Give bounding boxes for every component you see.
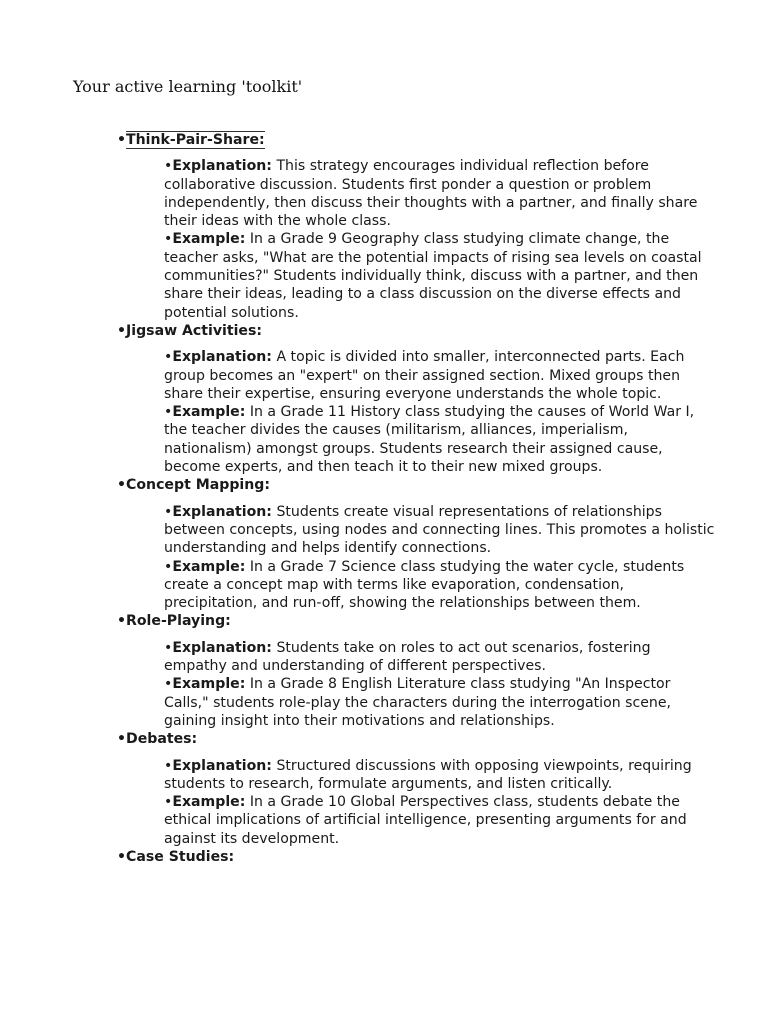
example-item xyxy=(164,230,717,321)
explanation-item xyxy=(164,639,717,676)
section-heading xyxy=(117,848,717,866)
example-text: In a Grade 7 Science class studying the water cycle, students create a concept map with terms like evaporation, condensation, precipitation, and run-off, showing the relationships between them. xyxy=(164,558,685,612)
document-body xyxy=(117,131,717,866)
bullet: • xyxy=(164,349,173,366)
example-label: Example: xyxy=(172,676,246,693)
section-concept-mapping xyxy=(117,476,717,612)
explanation-label: Explanation: xyxy=(172,349,272,366)
section-jigsaw-activities xyxy=(117,322,717,476)
explanation-item xyxy=(164,157,717,230)
example-item xyxy=(164,403,717,476)
section-items xyxy=(164,348,717,476)
example-label: Example: xyxy=(172,794,246,811)
example-text: In a Grade 9 Geography class studying climate change, the teacher asks, "What are the potential impacts of rising sea levels on coastal communities?" Students individually think, discuss with a partner, and then share their ideas, leading to a class discussion on the diverse effects and potential solutions. xyxy=(164,231,702,321)
section-heading-text: Concept Mapping: xyxy=(126,477,271,494)
section-items xyxy=(164,157,717,322)
bullet: • xyxy=(117,477,127,494)
explanation-item xyxy=(164,757,717,794)
section-heading-text: Think-Pair-Share: xyxy=(126,132,265,148)
example-text: In a Grade 11 History class studying the causes of World War I, the teacher divides the causes (militarism, alliances, imperialism, nationalism) amongst groups. Students research their assigned cause, become experts, and then teach it to their new mixed groups. xyxy=(164,404,695,476)
explanation-text: Structured discussions with opposing viewpoints, requiring students to research, formulate arguments, and listen critically. xyxy=(164,757,692,792)
bullet: • xyxy=(164,676,173,693)
section-heading-text: Case Studies: xyxy=(126,848,235,865)
explanation-item xyxy=(164,503,717,558)
section-case-studies xyxy=(117,848,717,866)
section-think-pair-share xyxy=(117,131,717,322)
example-text: In a Grade 8 English Literature class studying "An Inspector Calls," students role-play the characters during the interrogation scene, gaining insight into their motivations and relationships. xyxy=(164,676,671,729)
example-label: Example: xyxy=(172,558,246,575)
bullet: • xyxy=(117,613,127,630)
bullet: • xyxy=(164,639,173,656)
bullet: • xyxy=(117,322,127,339)
section-heading-text: Jigsaw Activities: xyxy=(126,322,263,339)
bullet: • xyxy=(117,132,127,148)
section-items xyxy=(164,757,717,848)
explanation-label: Explanation: xyxy=(172,503,272,520)
section-items xyxy=(164,503,717,613)
bullet: • xyxy=(164,231,173,248)
section-heading xyxy=(117,131,717,149)
explanation-label: Explanation: xyxy=(172,757,272,774)
example-label: Example: xyxy=(172,404,246,421)
bullet: • xyxy=(164,503,173,520)
section-heading xyxy=(117,730,717,748)
bullet: • xyxy=(164,158,173,175)
example-item xyxy=(164,558,717,613)
section-items xyxy=(164,639,717,730)
section-heading xyxy=(117,476,717,494)
bullet: • xyxy=(164,404,173,421)
example-text: In a Grade 10 Global Perspectives class, students debate the ethical implications of artificial intelligence, presenting arguments for and against its development. xyxy=(164,794,687,847)
explanation-label: Explanation: xyxy=(172,639,272,656)
explanation-item xyxy=(164,348,717,403)
bullet: • xyxy=(164,757,173,774)
section-heading xyxy=(117,612,717,630)
bullet: • xyxy=(117,731,127,748)
bullet: • xyxy=(164,558,173,575)
example-label: Example: xyxy=(172,231,246,248)
example-item xyxy=(164,675,717,730)
section-heading xyxy=(117,322,717,340)
explanation-label: Explanation: xyxy=(172,158,272,175)
bullet: • xyxy=(164,794,173,811)
explanation-text: A topic is divided into smaller, interconnected parts. Each group becomes an "expert" on their assigned section. Mixed groups then share their expertise, ensuring everyone understands the whole topic. xyxy=(164,349,685,402)
section-role-playing xyxy=(117,612,717,730)
section-heading-text: Debates: xyxy=(126,731,198,748)
example-item xyxy=(164,793,717,848)
section-debates xyxy=(117,730,717,848)
explanation-text: Students take on roles to act out scenarios, fostering empathy and understanding of different perspectives. xyxy=(164,639,651,675)
bullet: • xyxy=(117,848,127,865)
explanation-text: This strategy encourages individual reflection before collaborative discussion. Students first ponder a question or problem independently, then discuss their thoughts with a partner, and finally share their ideas with the whole class. xyxy=(164,158,698,230)
section-heading-text: Role-Playing: xyxy=(126,613,231,630)
explanation-text: Students create visual representations of relationships between concepts, using nodes and connecting lines. This promotes a holistic understanding and helps identify connections. xyxy=(164,503,715,557)
document-title: Your active learning 'toolkit' xyxy=(73,77,303,96)
